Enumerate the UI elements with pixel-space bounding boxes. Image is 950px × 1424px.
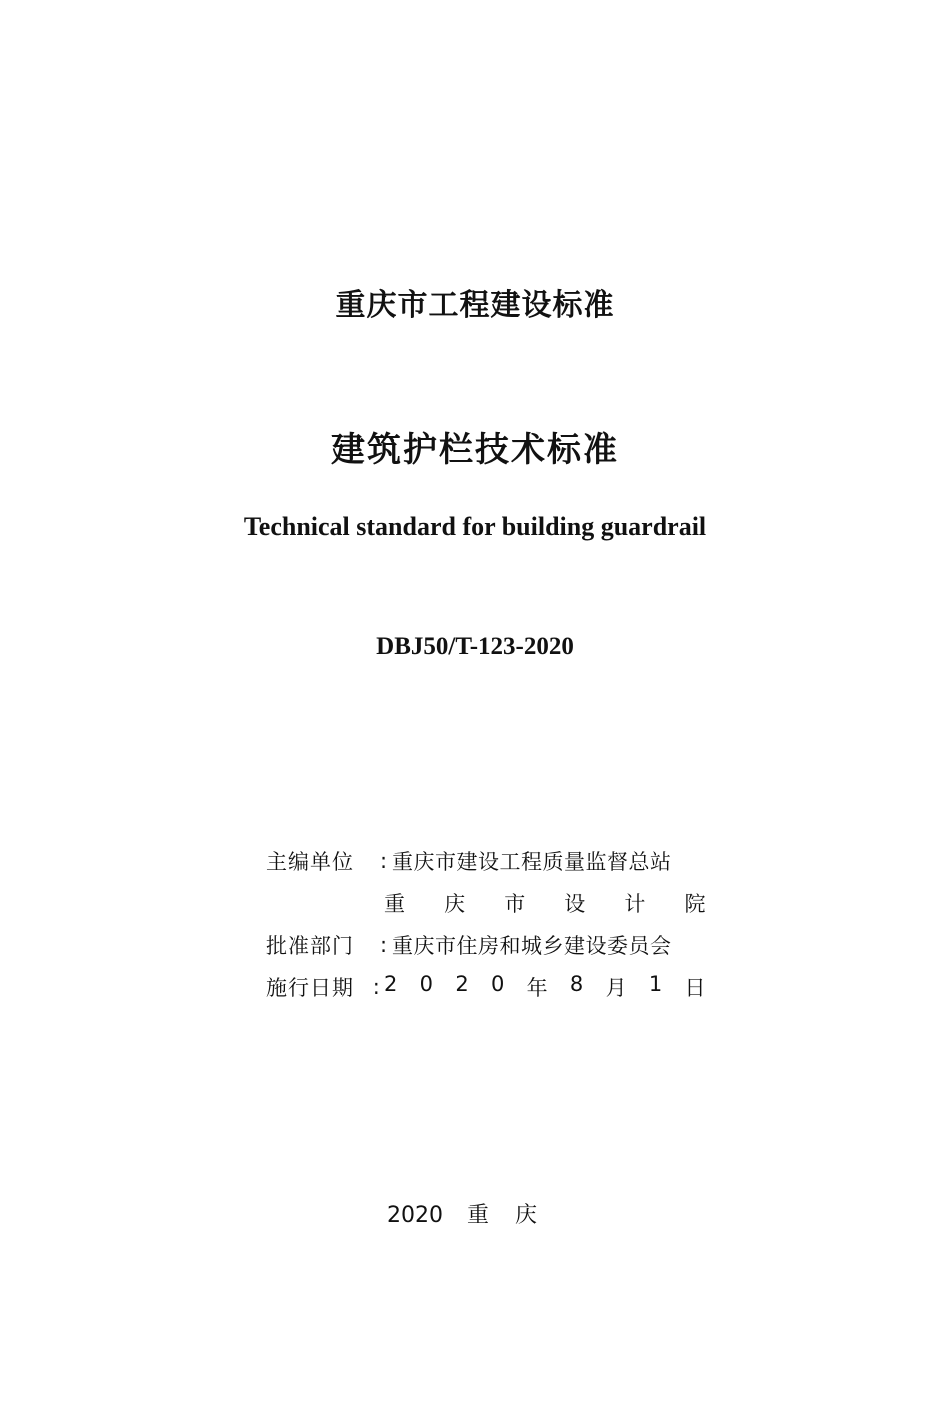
effective-date-char: 2 [455,972,470,996]
effective-date-char: 8 [569,972,584,996]
effective-date-row [266,966,706,1008]
approver-row [266,924,706,966]
document-title-english: Technical standard for building guardrail [243,512,707,541]
publication-city: 重庆 [466,1203,563,1228]
editor-secondary-char: 设 [564,892,586,916]
publication-info [266,840,706,1008]
effective-date-char: 0 [490,972,505,996]
effective-date-char: 1 [648,972,663,996]
editor-colon: : [380,849,388,873]
editor-secondary-char: 重 [384,892,406,916]
editor-secondary-char: 计 [624,892,646,916]
publication-year: 2020 [386,1203,443,1228]
editor-secondary [384,888,706,918]
effective-date-char: 0 [419,972,434,996]
document-title-chinese: 建筑护栏技术标准 [331,430,619,470]
editor-label: 主编单位 [266,850,354,874]
effective-date-char: 2 [384,972,398,996]
series-title: 重庆市工程建设标准 [335,288,615,323]
effective-date-char: 日 [684,976,706,1000]
effective-date-value [384,972,706,1002]
effective-date-char: 月 [605,976,628,1000]
editor-row [266,840,706,882]
editor-secondary-char: 市 [504,892,526,916]
effective-date-label: 施行日期 [266,976,354,1000]
standard-code: DBJ50/T-123-2020 [376,633,574,660]
approver-value: 重庆市住房和城乡建设委员会 [392,934,672,958]
editor-secondary-char: 院 [684,892,706,916]
effective-date-char: 年 [526,976,549,1000]
editor-primary: 重庆市建设工程质量监督总站 [392,850,672,874]
approver-colon: : [380,933,388,957]
effective-date-colon: : [372,975,380,999]
editor-secondary-row [266,882,706,924]
editor-secondary-char: 庆 [444,892,466,916]
approver-label: 批准部门 [266,934,354,958]
publisher-line [0,1198,950,1229]
